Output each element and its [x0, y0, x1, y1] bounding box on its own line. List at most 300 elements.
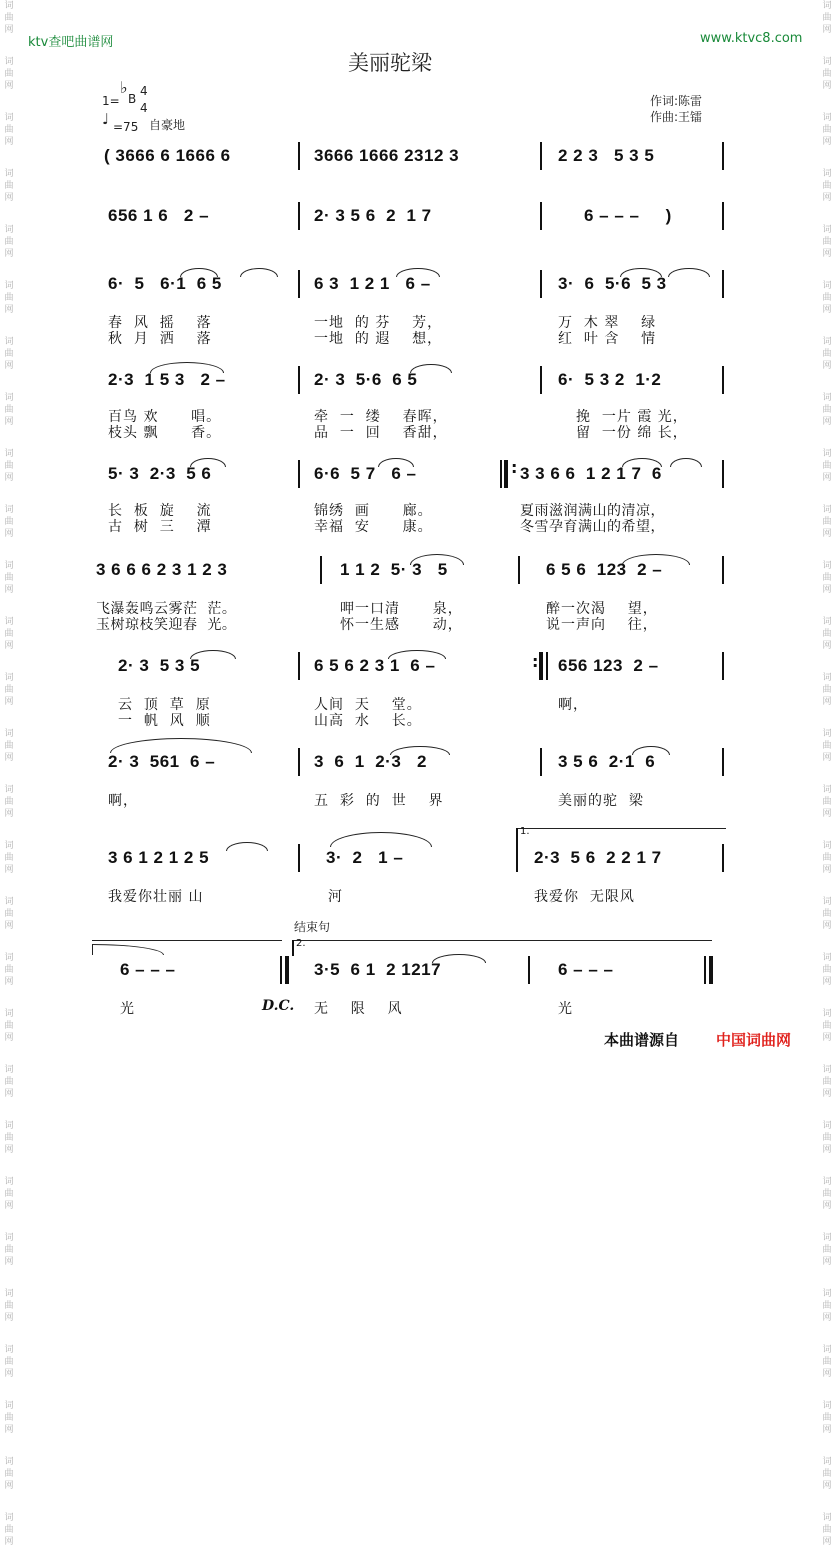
- repeat-end-thick: [539, 652, 543, 680]
- watermark-char: 网: [4, 249, 14, 259]
- watermark-char: 网: [822, 137, 832, 147]
- barline: [320, 556, 322, 584]
- watermark-gap: [0, 1268, 18, 1288]
- watermark-left: [0, 0, 18, 1547]
- row7-measure3: 656 123 2 –: [558, 656, 659, 675]
- row7-lyrics1-m3: 啊，: [558, 697, 588, 713]
- watermark-gap: [818, 428, 836, 448]
- row7-measure2: 6 5 6 2 3 1 6 –: [314, 656, 436, 675]
- row4-lyrics2-m2: 品 一 回 香甜，: [314, 425, 448, 441]
- watermark-char: 曲: [822, 909, 832, 919]
- watermark-char: 词: [822, 1345, 832, 1355]
- watermark-char: 曲: [822, 13, 832, 23]
- row5-lyrics2-m2: 幸福 安 康。: [314, 519, 433, 535]
- watermark-char: 词: [822, 1233, 832, 1243]
- row3-lyrics2-m1: 秋 月 洒 落: [108, 331, 212, 347]
- watermark-char: 词: [4, 449, 14, 459]
- watermark-char: 网: [4, 529, 14, 539]
- watermark-char: 网: [822, 1033, 832, 1043]
- watermark-char: 网: [822, 921, 832, 931]
- row9-lyrics1-m1: 我爱你壮丽 山: [108, 889, 204, 905]
- row8-measure3: 3 5 6 2·1 6: [558, 752, 656, 771]
- row3-lyrics2-m2: 一地 的 遐 想，: [314, 331, 443, 347]
- watermark-char: 词: [822, 1513, 832, 1523]
- time-signature-top: 4: [140, 84, 148, 98]
- watermark-char: 词: [4, 113, 14, 123]
- watermark-char: 网: [822, 1313, 832, 1323]
- row10-measure1: 6 – – –: [120, 960, 176, 979]
- watermark-char: 词: [822, 617, 832, 627]
- watermark-char: 词: [822, 729, 832, 739]
- volta-1-label: 1.: [520, 826, 530, 837]
- watermark-char: 曲: [822, 741, 832, 751]
- watermark-gap: [818, 92, 836, 112]
- watermark-char: 网: [4, 1481, 14, 1491]
- watermark-gap: [818, 316, 836, 336]
- watermark-char: 曲: [822, 1301, 832, 1311]
- watermark-char: 曲: [4, 1133, 14, 1143]
- watermark-char: 网: [4, 417, 14, 427]
- watermark-gap: [0, 36, 18, 56]
- watermark-char: 网: [4, 193, 14, 203]
- row8-measure1: 2· 3 561 6 –: [108, 752, 216, 771]
- watermark-char: 网: [4, 305, 14, 315]
- watermark-char: 词: [822, 1457, 832, 1467]
- watermark-char: 网: [822, 697, 832, 707]
- row10-lyrics1-m3: 光: [558, 1001, 573, 1017]
- barline: [722, 652, 724, 680]
- watermark-char: 词: [822, 785, 832, 795]
- barline: [540, 202, 542, 230]
- watermark-char: 曲: [822, 853, 832, 863]
- watermark-char: 网: [4, 137, 14, 147]
- watermark-char: 曲: [822, 629, 832, 639]
- watermark-gap: [818, 1380, 836, 1400]
- watermark-char: 曲: [4, 517, 14, 527]
- watermark-char: 词: [822, 561, 832, 571]
- footer-site-link[interactable]: 中国词曲网: [716, 1031, 792, 1049]
- watermark-char: 网: [822, 1369, 832, 1379]
- row6-lyrics1-m1: 飞瀑轰鸣云雾茫 茫。: [96, 601, 237, 617]
- watermark-char: 词: [4, 169, 14, 179]
- watermark-gap: [0, 876, 18, 896]
- row1-measure3: 2 2 3 5 3 5: [558, 146, 655, 165]
- row5-lyrics1-m3: 夏雨滋润满山的清凉，: [520, 503, 665, 519]
- row4-measure1: 2·3 1 5 3 2 –: [108, 370, 226, 389]
- barline: [298, 202, 300, 230]
- watermark-char: 曲: [4, 1245, 14, 1255]
- ending-label: 结束句: [294, 920, 331, 934]
- watermark-char: 词: [4, 505, 14, 515]
- watermark-char: 词: [822, 449, 832, 459]
- row8-lyrics1-m3: 美丽的驼 梁: [558, 793, 644, 809]
- watermark-char: 网: [822, 977, 832, 987]
- watermark-gap: [0, 1380, 18, 1400]
- watermark-char: 曲: [4, 965, 14, 975]
- watermark-gap: [818, 484, 836, 504]
- watermark-char: 词: [4, 1345, 14, 1355]
- row2-measure1: 656 1 6 2 –: [108, 206, 210, 225]
- watermark-gap: [0, 540, 18, 560]
- row10-lyrics1-m2: 无 限 风: [314, 1001, 403, 1017]
- barline: [518, 556, 520, 584]
- watermark-gap: [818, 988, 836, 1008]
- watermark-char: 曲: [822, 517, 832, 527]
- watermark-gap: [818, 1044, 836, 1064]
- row5-measure2: 6·6 5 7 6 –: [314, 464, 417, 483]
- watermark-gap: [818, 708, 836, 728]
- row3-lyrics1-m2: 一地 的 芬 芳，: [314, 315, 443, 331]
- slur-mark: [226, 842, 268, 851]
- lyricist: 作词:陈雷: [650, 94, 703, 108]
- row1-measure1: ( 3666 6 1666 6: [104, 146, 231, 165]
- watermark-gap: [0, 932, 18, 952]
- watermark-char: 曲: [4, 909, 14, 919]
- watermark-char: 词: [822, 1289, 832, 1299]
- watermark-char: 词: [4, 1009, 14, 1019]
- watermark-char: 曲: [4, 1525, 14, 1535]
- watermark-gap: [0, 1548, 18, 1568]
- header-right-site[interactable]: www.ktvc8.com: [700, 31, 803, 46]
- watermark-char: 词: [822, 1177, 832, 1187]
- row2-measure2: 2· 3 5 6 2 1 7: [314, 206, 432, 225]
- watermark-char: 曲: [822, 1525, 832, 1535]
- watermark-gap: [0, 1212, 18, 1232]
- row7-lyrics1-m2: 人间 天 堂。: [314, 697, 422, 713]
- time-signature-bottom: 4: [140, 101, 148, 115]
- watermark-char: 曲: [822, 125, 832, 135]
- watermark-char: 网: [822, 529, 832, 539]
- row10-measure2: 3·5 6 1 2 1217: [314, 960, 442, 979]
- watermark-char: 网: [4, 697, 14, 707]
- watermark-gap: [0, 652, 18, 672]
- watermark-gap: [818, 1156, 836, 1176]
- row5-lyrics1-m1: 长 板 旋 流: [108, 503, 212, 519]
- watermark-char: 曲: [822, 1469, 832, 1479]
- watermark-gap: [818, 36, 836, 56]
- watermark-char: 词: [4, 953, 14, 963]
- row7-measure1: 2· 3 5 3 5: [118, 656, 201, 675]
- watermark-char: 网: [4, 1145, 14, 1155]
- watermark-char: 词: [4, 1177, 14, 1187]
- watermark-gap: [0, 1492, 18, 1512]
- watermark-char: 网: [822, 305, 832, 315]
- watermark-char: 网: [822, 865, 832, 875]
- watermark-char: 网: [4, 1257, 14, 1267]
- slur-mark: [92, 944, 164, 955]
- watermark-char: 网: [4, 1537, 14, 1547]
- watermark-char: 曲: [4, 1189, 14, 1199]
- watermark-char: 网: [4, 865, 14, 875]
- watermark-gap: [0, 148, 18, 168]
- row10-lyrics1-m1: 光: [120, 1001, 135, 1017]
- double-bar-thick: [285, 956, 289, 984]
- watermark-char: 曲: [4, 293, 14, 303]
- watermark-char: 网: [4, 1089, 14, 1099]
- row3-lyrics1-m1: 春 风 摇 落: [108, 315, 212, 331]
- watermark-char: 词: [4, 1401, 14, 1411]
- barline: [540, 748, 542, 776]
- watermark-gap: [0, 372, 18, 392]
- watermark-char: 曲: [4, 1301, 14, 1311]
- watermark-char: 曲: [822, 1357, 832, 1367]
- watermark-char: 曲: [822, 405, 832, 415]
- watermark-char: 网: [4, 25, 14, 35]
- key-prefix: 1=: [102, 94, 120, 108]
- watermark-char: 曲: [822, 461, 832, 471]
- watermark-char: 词: [822, 1009, 832, 1019]
- watermark-gap: [0, 484, 18, 504]
- watermark-gap: [0, 92, 18, 112]
- row10-measure3: 6 – – –: [558, 960, 614, 979]
- repeat-start-thick: [504, 460, 508, 488]
- watermark-gap: [818, 1324, 836, 1344]
- watermark-char: 词: [822, 953, 832, 963]
- watermark-char: 词: [4, 561, 14, 571]
- watermark-char: 网: [822, 417, 832, 427]
- watermark-gap: [0, 428, 18, 448]
- watermark-char: 网: [4, 753, 14, 763]
- watermark-char: 网: [822, 641, 832, 651]
- watermark-char: 曲: [822, 1133, 832, 1143]
- barline: [540, 142, 542, 170]
- barline: [528, 956, 530, 984]
- watermark-gap: [818, 876, 836, 896]
- row9-lyrics1-m3: 我爱你 无限风: [534, 889, 635, 905]
- watermark-char: 网: [4, 641, 14, 651]
- barline: [722, 556, 724, 584]
- watermark-char: 词: [822, 841, 832, 851]
- row5-lyrics2-m1: 古 树 三 潭: [108, 519, 212, 535]
- barline: [298, 844, 300, 872]
- watermark-char: 网: [4, 809, 14, 819]
- watermark-char: 网: [822, 25, 832, 35]
- watermark-char: 网: [4, 81, 14, 91]
- slur-mark: [110, 738, 252, 753]
- barline: [722, 202, 724, 230]
- repeat-start-thin: [500, 460, 502, 488]
- barline: [722, 844, 724, 872]
- watermark-char: 曲: [822, 181, 832, 191]
- watermark-gap: [0, 1436, 18, 1456]
- row5-measure3: 3 3 6 6 1 2 1 7 6: [520, 464, 662, 483]
- watermark-char: 词: [822, 673, 832, 683]
- watermark-char: 词: [4, 897, 14, 907]
- watermark-char: 曲: [822, 1413, 832, 1423]
- watermark-char: 曲: [4, 1469, 14, 1479]
- watermark-char: 曲: [822, 965, 832, 975]
- row6-measure2: 1 1 2 5· 3 5: [340, 560, 448, 579]
- watermark-char: 词: [4, 1513, 14, 1523]
- watermark-char: 曲: [4, 13, 14, 23]
- watermark-gap: [0, 1044, 18, 1064]
- row4-lyrics1-m2: 牵 一 缕 春晖，: [314, 409, 448, 425]
- row4-lyrics1-m1: 百鸟 欢 唱。: [108, 409, 222, 425]
- row4-lyrics1-m3: 挽 一片 霞 光，: [576, 409, 688, 425]
- tempo-value: =75: [113, 120, 139, 134]
- row3-lyrics2-m3: 红 叶 含 情: [558, 331, 657, 347]
- flat-icon: ♭: [120, 78, 128, 97]
- watermark-char: 词: [4, 1121, 14, 1131]
- watermark-char: 曲: [822, 1077, 832, 1087]
- barline: [540, 366, 542, 394]
- barline: [298, 748, 300, 776]
- watermark-char: 词: [4, 617, 14, 627]
- watermark-gap: [0, 988, 18, 1008]
- watermark-gap: [0, 764, 18, 784]
- slur-mark: [670, 458, 702, 467]
- watermark-char: 网: [4, 361, 14, 371]
- watermark-char: 网: [4, 921, 14, 931]
- watermark-char: 曲: [822, 1021, 832, 1031]
- watermark-char: 网: [822, 1201, 832, 1211]
- barline: [516, 844, 518, 872]
- volta-2-label: 2.: [296, 938, 306, 949]
- watermark-char: 曲: [4, 1413, 14, 1423]
- watermark-char: 网: [822, 1089, 832, 1099]
- watermark-char: 曲: [4, 461, 14, 471]
- watermark-gap: [818, 596, 836, 616]
- row3-lyrics1-m3: 万 木 翠 绿: [558, 315, 657, 331]
- row4-measure2: 2· 3 5·6 6 5: [314, 370, 418, 389]
- watermark-gap: [818, 1436, 836, 1456]
- volta-1-bracket: [516, 828, 726, 829]
- watermark-gap: [818, 204, 836, 224]
- tie-continuation: [92, 940, 282, 941]
- watermark-char: 词: [4, 1, 14, 11]
- repeat-dots-icon: :: [511, 458, 518, 477]
- row4-lyrics2-m3: 留 一份 绵 长，: [576, 425, 688, 441]
- watermark-char: 词: [4, 841, 14, 851]
- watermark-char: 曲: [4, 573, 14, 583]
- watermark-char: 网: [4, 1313, 14, 1323]
- watermark-char: 词: [822, 225, 832, 235]
- double-bar-thin: [280, 956, 282, 984]
- watermark-char: 曲: [4, 629, 14, 639]
- watermark-char: 词: [4, 393, 14, 403]
- row6-lyrics2-m3: 说一声向 往，: [546, 617, 658, 633]
- watermark-char: 网: [822, 249, 832, 259]
- watermark-char: 网: [4, 1425, 14, 1435]
- watermark-gap: [818, 540, 836, 560]
- watermark-gap: [0, 596, 18, 616]
- watermark-gap: [0, 316, 18, 336]
- watermark-gap: [818, 652, 836, 672]
- watermark-char: 曲: [4, 797, 14, 807]
- row6-measure1: 3 6 6 6 2 3 1 2 3: [96, 560, 228, 579]
- watermark-char: 曲: [822, 1189, 832, 1199]
- watermark-char: 词: [822, 1401, 832, 1411]
- watermark-gap: [818, 1548, 836, 1568]
- watermark-char: 网: [4, 1033, 14, 1043]
- mood-marking: 自豪地: [149, 118, 186, 132]
- volta-2-hook: [292, 940, 294, 956]
- row9-measure2: 3· 2 1 –: [326, 848, 404, 867]
- watermark-gap: [818, 260, 836, 280]
- watermark-gap: [818, 932, 836, 952]
- watermark-gap: [818, 1268, 836, 1288]
- watermark-char: 词: [822, 1, 832, 11]
- watermark-char: 网: [822, 193, 832, 203]
- final-bar-thick: [709, 956, 713, 984]
- watermark-gap: [0, 260, 18, 280]
- row9-measure1: 3 6 1 2 1 2 5: [108, 848, 210, 867]
- watermark-char: 曲: [4, 1077, 14, 1087]
- watermark-char: 网: [4, 1201, 14, 1211]
- watermark-char: 曲: [822, 1245, 832, 1255]
- slur-mark: [240, 268, 278, 277]
- row6-measure3: 6 5 6 123 2 –: [546, 560, 663, 579]
- watermark-char: 词: [822, 169, 832, 179]
- volta-2-bracket: [292, 940, 712, 941]
- key-note: B: [128, 92, 137, 106]
- watermark-char: 词: [4, 1457, 14, 1467]
- row8-measure2: 3 6 1 2·3 2: [314, 752, 427, 771]
- watermark-char: 词: [4, 1065, 14, 1075]
- watermark-char: 网: [4, 473, 14, 483]
- row3-measure2: 6 3 1 2 1 6 –: [314, 274, 431, 293]
- slur-mark: [668, 268, 710, 277]
- footer-source-label: 本曲谱源自: [604, 1031, 680, 1049]
- watermark-char: 曲: [4, 853, 14, 863]
- final-bar-thin: [704, 956, 706, 984]
- watermark-char: 曲: [4, 405, 14, 415]
- barline: [298, 270, 300, 298]
- watermark-char: 网: [822, 473, 832, 483]
- score-title: 美丽驼梁: [348, 51, 432, 75]
- watermark-char: 网: [822, 809, 832, 819]
- watermark-char: 曲: [4, 1357, 14, 1367]
- watermark-gap: [818, 372, 836, 392]
- row7-lyrics1-m1: 云 顶 草 原: [118, 697, 211, 713]
- watermark-char: 词: [4, 225, 14, 235]
- watermark-char: 曲: [4, 181, 14, 191]
- barline: [540, 270, 542, 298]
- watermark-gap: [818, 1212, 836, 1232]
- row3-measure1: 6· 5 6·1 6 5: [108, 274, 222, 293]
- watermark-char: 词: [4, 785, 14, 795]
- header-left-site[interactable]: ktv查吧曲谱网: [28, 35, 114, 50]
- watermark-char: 词: [822, 1065, 832, 1075]
- barline: [722, 142, 724, 170]
- watermark-gap: [0, 820, 18, 840]
- quarter-note-icon: ♩: [102, 110, 110, 128]
- watermark-char: 曲: [822, 69, 832, 79]
- watermark-char: 网: [4, 585, 14, 595]
- watermark-char: 词: [822, 57, 832, 67]
- watermark-gap: [0, 708, 18, 728]
- watermark-char: 曲: [4, 1021, 14, 1031]
- row3-measure3: 3· 6 5·6 5 3: [558, 274, 667, 293]
- watermark-char: 词: [4, 57, 14, 67]
- watermark-char: 曲: [822, 573, 832, 583]
- watermark-char: 曲: [822, 685, 832, 695]
- row5-lyrics2-m3: 冬雪孕育满山的希望，: [520, 519, 665, 535]
- barline: [298, 142, 300, 170]
- watermark-char: 网: [822, 361, 832, 371]
- watermark-gap: [818, 1100, 836, 1120]
- watermark-char: 曲: [4, 237, 14, 247]
- watermark-gap: [818, 764, 836, 784]
- composer: 作曲:王镭: [650, 110, 703, 124]
- watermark-char: 曲: [822, 237, 832, 247]
- row6-lyrics2-m2: 怀一生感 动，: [340, 617, 463, 633]
- watermark-gap: [818, 148, 836, 168]
- watermark-char: 曲: [4, 685, 14, 695]
- row5-lyrics1-m2: 锦绣 画 廊。: [314, 503, 433, 519]
- watermark-char: 曲: [822, 797, 832, 807]
- watermark-char: 网: [822, 585, 832, 595]
